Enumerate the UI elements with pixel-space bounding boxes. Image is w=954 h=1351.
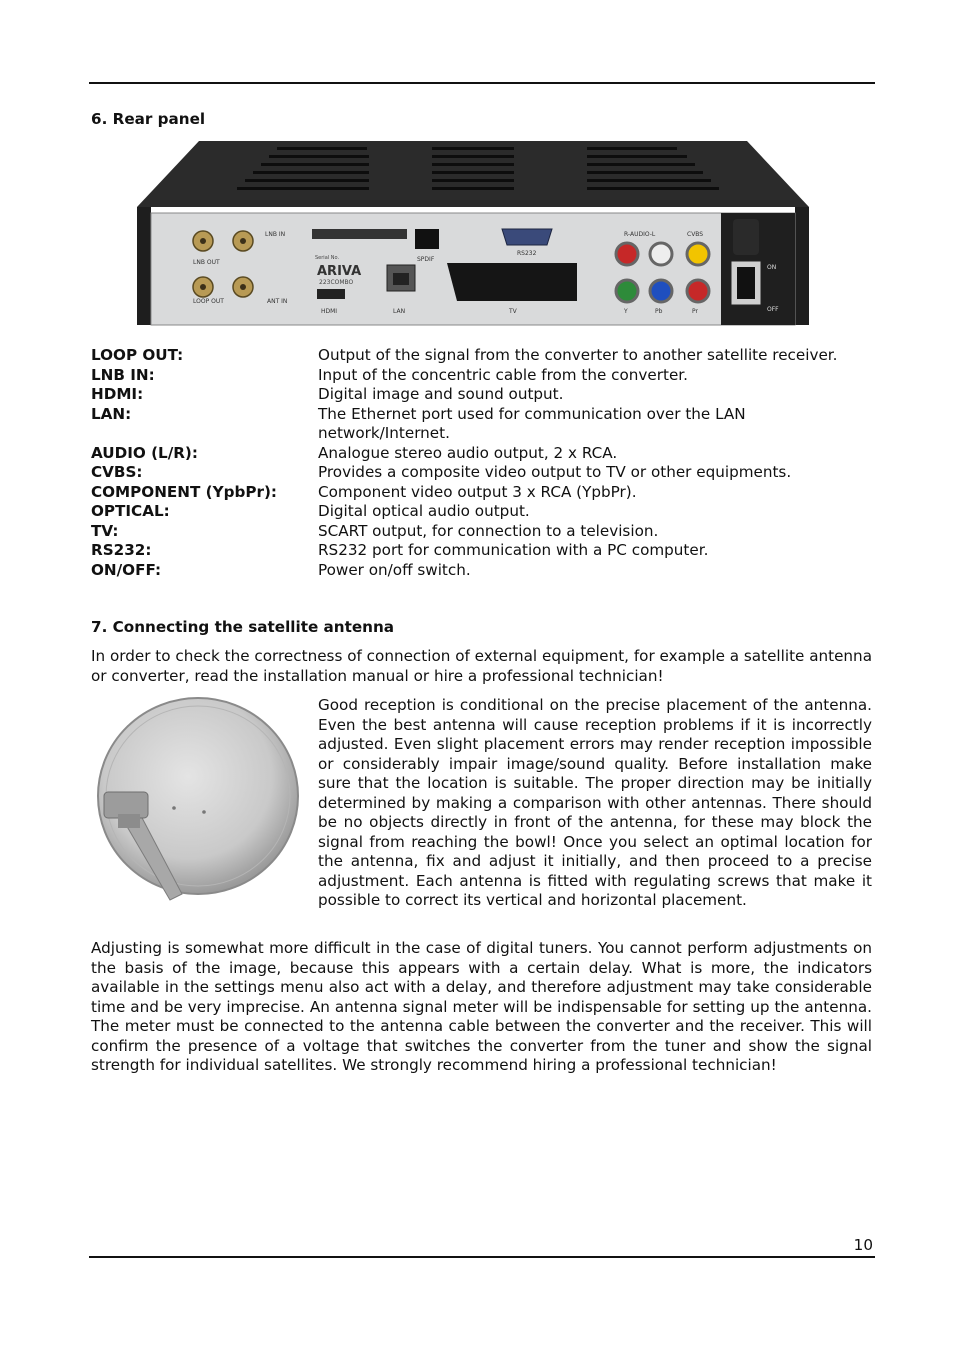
cvbs-label: CVBS (687, 231, 704, 238)
spdif-label: SPDIF (417, 256, 435, 263)
page-number: 10 (853, 1236, 873, 1254)
connector-row-audio (91, 444, 875, 464)
connector-desc: Provides a composite video output to TV or other equipments. (318, 463, 792, 481)
connector-row-optical (91, 502, 875, 522)
pr-label: Pr (692, 308, 698, 315)
connector-desc: Power on/off switch. (318, 560, 471, 579)
connector-desc: Digital image and sound output. (318, 385, 564, 403)
connector-desc: Output of the signal from the converter to another satellite receiver. (318, 346, 838, 364)
footer-rule (89, 1256, 875, 1258)
connector-row-lan (91, 405, 875, 444)
tv-scart-label: TV (509, 308, 517, 315)
y-label: Y (624, 308, 628, 315)
connector-row-cvbs (91, 463, 875, 483)
connector-term: LOOP OUT: (91, 346, 184, 364)
connector-term: CVBS: (91, 463, 143, 481)
off-label: OFF (767, 306, 779, 313)
connector-term: HDMI: (91, 385, 144, 403)
model-label: 223COMBO (319, 279, 354, 286)
connector-term: ON/OFF: (91, 560, 162, 579)
connector-row-loop-out (91, 346, 875, 366)
ant-in-label: ANT IN (267, 298, 288, 305)
rs232-label: RS232 (517, 250, 537, 257)
rear-panel-photo (137, 141, 809, 327)
connector-term: LNB IN: (91, 365, 155, 384)
connector-desc: Analogue stereo audio output, 2 x RCA. (318, 443, 618, 462)
header-rule (89, 82, 875, 84)
section-heading-rear-panel: 6. Rear panel (91, 110, 206, 128)
connector-list (91, 346, 875, 580)
reception-paragraph: Good reception is conditional on the precise placement of the antenna. Even the best antenna will cause reception problems if it is incorrectly adjusted. Even slight placement errors may render reception impossible or considerably impair image/sound quality. Before installation make sure that the location is suitable. The proper direction may be initially determined by making a comparison with other antennas. There should be no objects directly in front of the antenna, for these may block the signal from reaching the bowl! Once you select an optimal location for the antenna, fix and adjust it initially, and then proceed to a precise adjustment. Each antenna is fitted with regulating screws that make it possible to correct its vertical and horizontal placement. (318, 696, 872, 909)
connector-row-component (91, 483, 875, 503)
section-heading-antenna: 7. Connecting the satellite antenna (91, 618, 395, 636)
intro-paragraph: In order to check the correctness of connection of external equipment, for example a satellite antenna or converter, read the installation manual or hire a professional technician! (91, 647, 872, 685)
on-label: ON (767, 264, 777, 271)
connector-term: LAN: (91, 404, 132, 423)
serial-no-label: Serial No. (315, 255, 340, 261)
adjusting-paragraph: Adjusting is somewhat more difficult in the case of digital tuners. You cannot perform adjustments on the basis of the image, because this appears with a certain delay. What is more, the indicators available in the settings menu also act with a delay, and therefore adjustment may take considerable time and be very imprecise. An antenna signal meter will be indispensable for setting up the antenna. The meter must be connected to the antenna cable between the converter and the receiver. This will confirm the presence of a voltage that switches the converter from the tuner and show the signal strength for individual satellites. We strongly recommend hiring a professional technician! (91, 939, 872, 1074)
connector-row-on-off (91, 561, 875, 581)
connector-desc: SCART output, for connection to a television. (318, 521, 659, 540)
connector-desc: The Ethernet port used for communication over the LAN network/Internet. (318, 404, 746, 442)
lnb-out-label: LNB OUT (193, 259, 220, 266)
connector-row-tv (91, 522, 875, 542)
connector-row-rs232 (91, 541, 875, 561)
lan-port-label: LAN (393, 308, 406, 315)
pb-label: Pb (655, 308, 663, 315)
connector-term: RS232: (91, 541, 152, 559)
connector-term: OPTICAL: (91, 502, 170, 520)
connector-desc: Component video output 3 x RCA (YpbPr). (318, 482, 637, 501)
r-audio-l-label: R-AUDIO-L (624, 231, 656, 238)
connector-desc: Digital optical audio output. (318, 502, 530, 520)
loop-out-label: LOOP OUT (193, 298, 224, 305)
connector-row-hdmi (91, 385, 875, 405)
lnb-in-label: LNB IN (265, 231, 286, 238)
satellite-dish-photo (90, 696, 300, 918)
connector-term: COMPONENT (YpbPr): (91, 482, 277, 501)
connector-desc: RS232 port for communication with a PC computer. (318, 541, 709, 559)
hdmi-port-label: HDMI (321, 308, 338, 315)
connector-term: TV: (91, 521, 119, 540)
connector-desc: Input of the concentric cable from the converter. (318, 365, 688, 384)
brand-logo: ARIVA (317, 264, 362, 279)
connector-term: AUDIO (L/R): (91, 443, 198, 462)
connector-row-lnb-in (91, 366, 875, 386)
